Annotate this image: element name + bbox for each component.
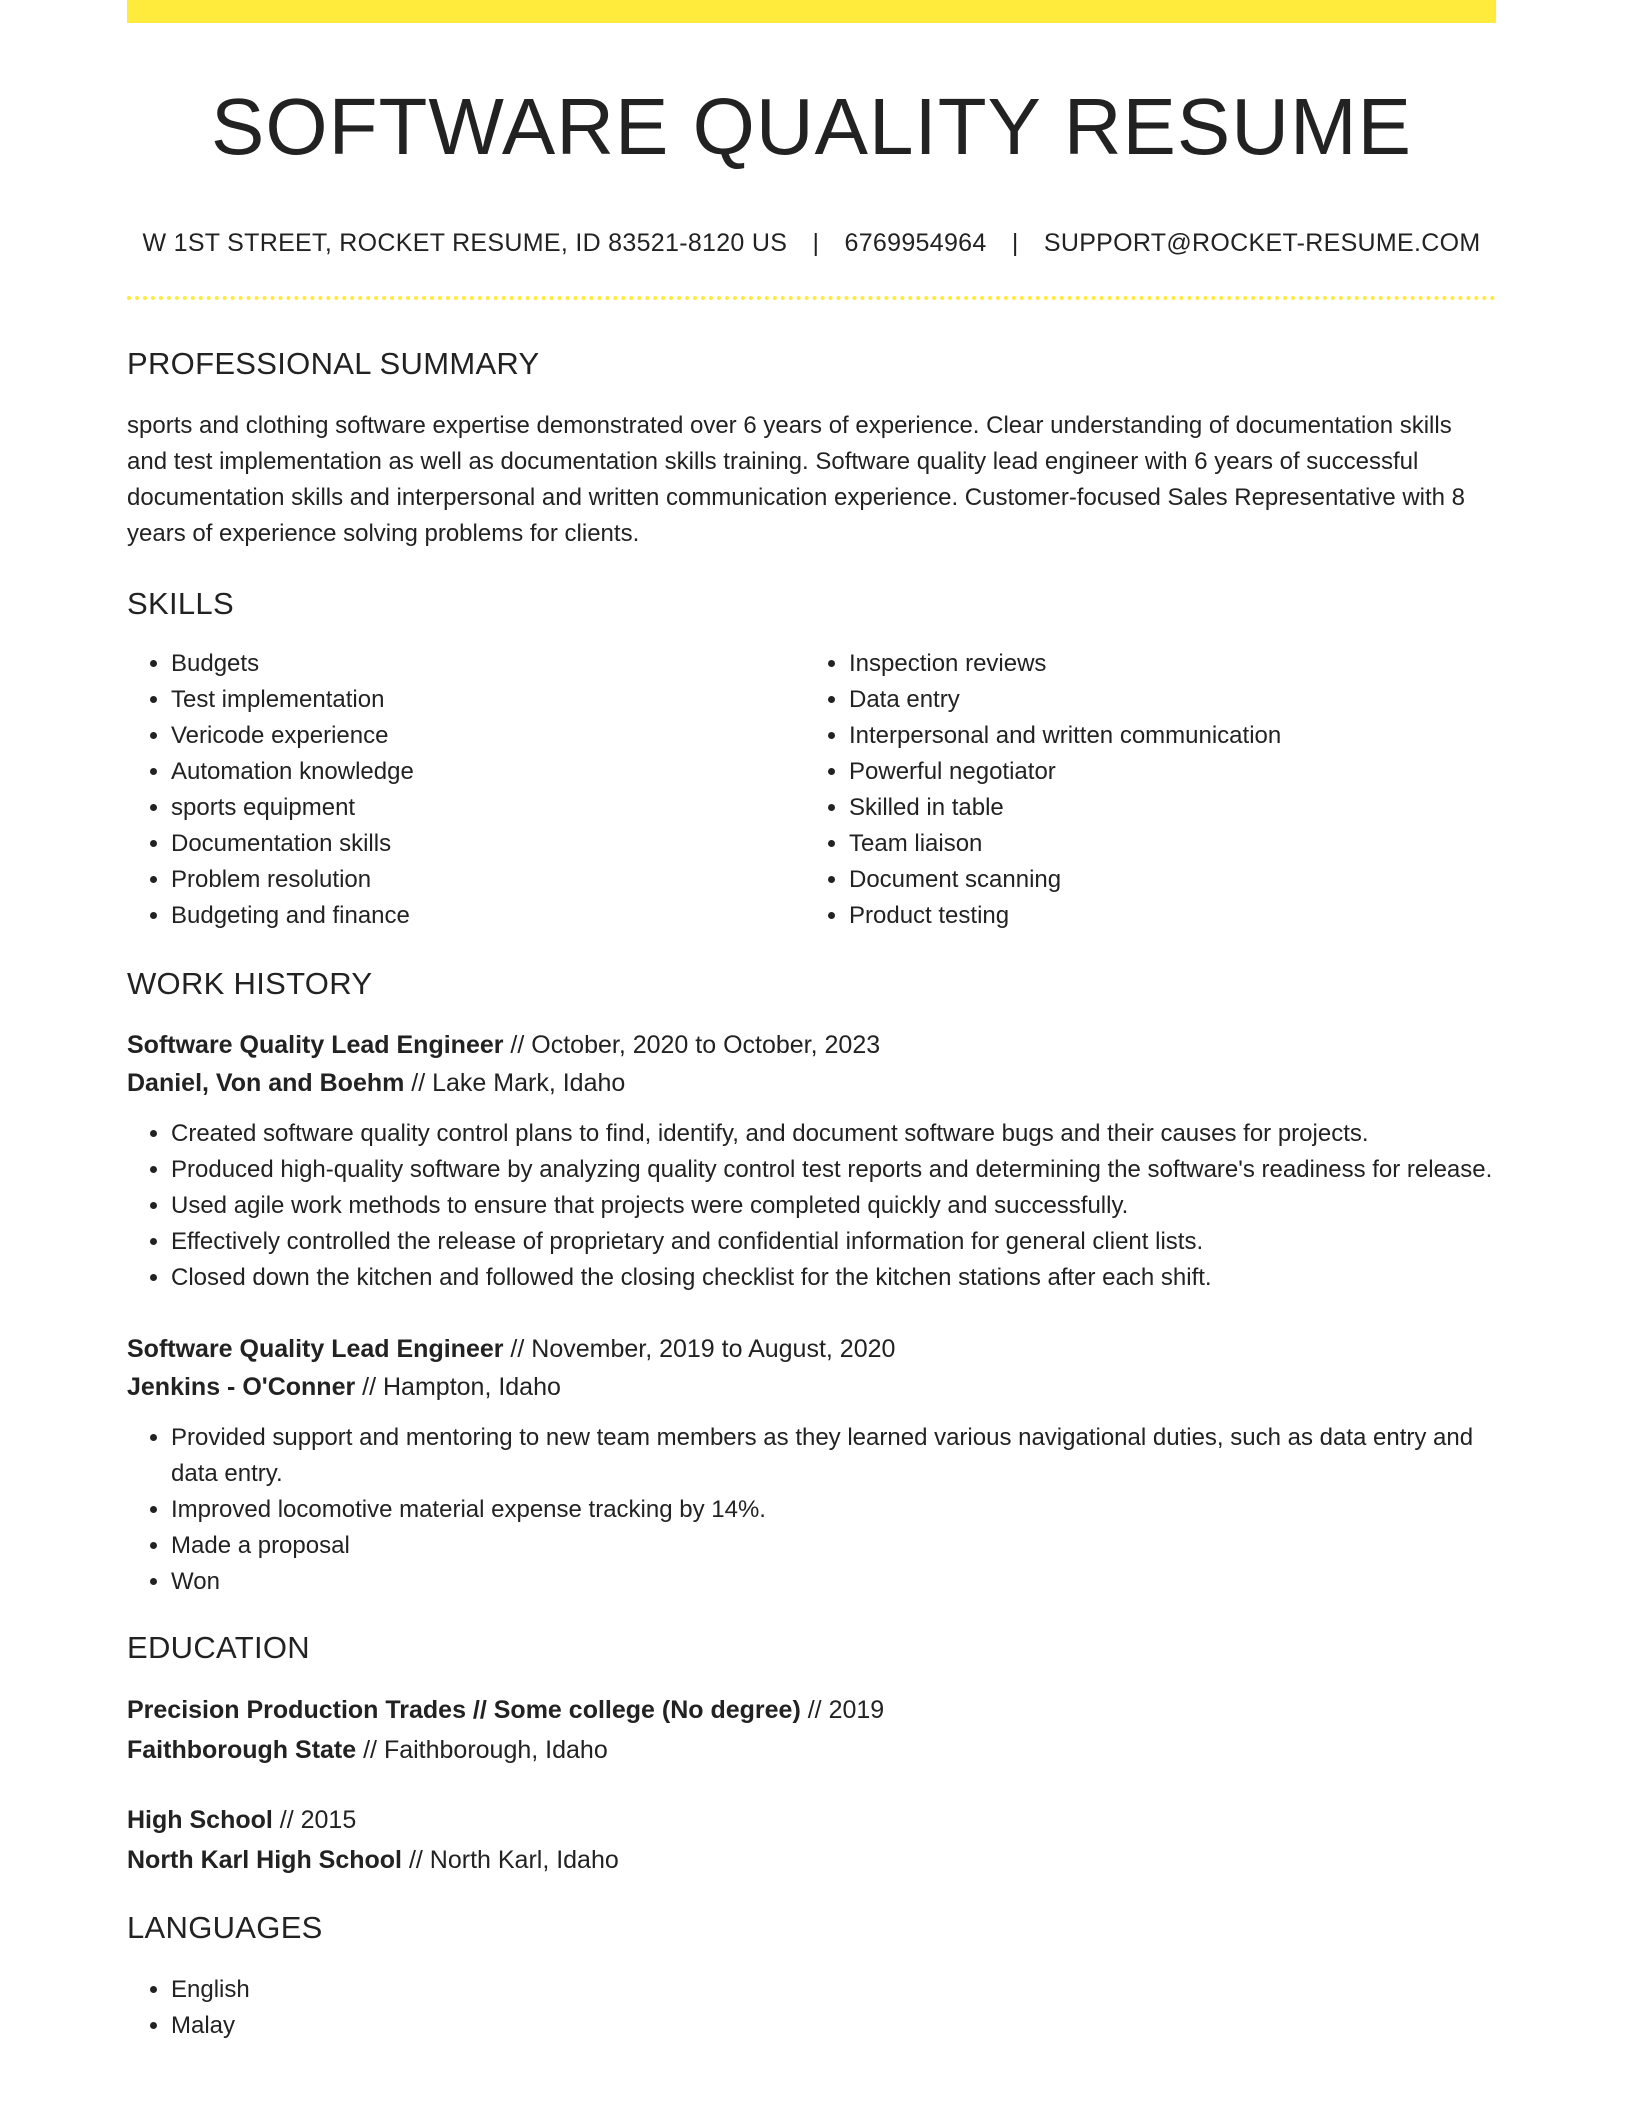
resume-title: SOFTWARE QUALITY RESUME <box>211 82 1412 171</box>
contact-phone: 6769954964 <box>844 229 987 257</box>
skill-item: • Inspection reviews <box>849 646 1479 682</box>
job-bullet: • Made a proposal <box>171 1528 1496 1564</box>
education-entry <box>127 1800 1496 1880</box>
skill-item: • Vericode experience <box>171 718 801 754</box>
work-history-heading: WORK HISTORY <box>127 966 373 1001</box>
job-dates: // November, 2019 to August, 2020 <box>503 1335 896 1363</box>
languages-heading: LANGUAGES <box>127 1910 323 1945</box>
languages-list <box>127 1972 1496 2044</box>
job-company: Daniel, Von and Boehm <box>127 1069 405 1097</box>
skill-item: • Documentation skills <box>171 826 801 862</box>
job-bullet: • Produced high-quality software by analyzing quality control test reports and determining the software's readiness for release. <box>171 1152 1496 1188</box>
job-bullet: • Provided support and mentoring to new team members as they learned various navigational duties, such as data entry and data entry. <box>171 1420 1496 1492</box>
job-title-line <box>127 1330 1496 1368</box>
job-title-line <box>127 1026 1496 1064</box>
job-bullets <box>127 1116 1496 1296</box>
job-bullet: • Closed down the kitchen and followed the closing checklist for the kitchen stations after each shift. <box>171 1260 1496 1296</box>
job-title: Software Quality Lead Engineer <box>127 1335 504 1363</box>
skills-heading: SKILLS <box>127 586 234 621</box>
education-degree-line <box>127 1690 1496 1730</box>
skill-item: • Product testing <box>849 898 1479 934</box>
skills-columns <box>127 646 1496 934</box>
skill-item: • Interpersonal and written communication <box>849 718 1479 754</box>
education-school: North Karl High School <box>127 1846 402 1874</box>
education-location: // North Karl, Idaho <box>402 1846 619 1874</box>
skill-item: • Automation knowledge <box>171 754 801 790</box>
skill-item: • Test implementation <box>171 682 801 718</box>
job-bullet: • Won <box>171 1564 1496 1600</box>
education-school-line <box>127 1840 1496 1880</box>
skill-item: • Document scanning <box>849 862 1479 898</box>
skill-item: • sports equipment <box>171 790 801 826</box>
skill-item: • Powerful negotiator <box>849 754 1479 790</box>
skill-item: • Data entry <box>849 682 1479 718</box>
job-bullets <box>127 1420 1496 1600</box>
job-location: // Hampton, Idaho <box>355 1373 561 1401</box>
skill-item: • Skilled in table <box>849 790 1479 826</box>
resume-page <box>127 0 1496 2044</box>
job-location: // Lake Mark, Idaho <box>404 1069 626 1097</box>
contact-line <box>127 229 1496 258</box>
job-bullet: • Created software quality control plans to find, identify, and document software bugs and their causes for projects. <box>171 1116 1496 1152</box>
job-bullet: • Improved locomotive material expense tracking by 14%. <box>171 1492 1496 1528</box>
job-dates: // October, 2020 to October, 2023 <box>503 1031 881 1059</box>
job-title: Software Quality Lead Engineer <box>127 1031 504 1059</box>
summary-heading: PROFESSIONAL SUMMARY <box>127 346 540 381</box>
education-location: // Faithborough, Idaho <box>356 1736 608 1764</box>
language-item: • English <box>171 1972 1496 2008</box>
skill-item: • Budgeting and finance <box>171 898 801 934</box>
language-item: • Malay <box>171 2008 1496 2044</box>
contact-separator: | <box>812 229 820 257</box>
skills-list-left <box>127 646 801 934</box>
job-company: Jenkins - O'Conner <box>127 1373 356 1401</box>
skill-item: • Budgets <box>171 646 801 682</box>
job-company-line <box>127 1064 1496 1102</box>
job-bullet: • Effectively controlled the release of proprietary and confidential information for general client lists. <box>171 1224 1496 1260</box>
education-degree-line <box>127 1800 1496 1840</box>
education-year: // 2019 <box>800 1696 885 1724</box>
job-company-line <box>127 1368 1496 1406</box>
education-school-line <box>127 1730 1496 1770</box>
job-entry <box>127 1026 1496 1296</box>
dotted-divider <box>127 296 1496 300</box>
skill-item: • Team liaison <box>849 826 1479 862</box>
accent-bar <box>127 0 1496 23</box>
contact-separator: | <box>1011 229 1019 257</box>
summary-text: sports and clothing software expertise demonstrated over 6 years of experience. Clear understanding of documentation skills and test implementation as well as documentation skills training. Software quality lead engineer with 6 years of successful documentation skills and interpersonal and written communication experience. Customer-focused Sales Representative with 8 years of experience solving problems for clients. <box>127 412 1466 547</box>
education-degree: Precision Production Trades // Some college (No degree) <box>127 1696 801 1724</box>
job-entry <box>127 1330 1496 1600</box>
skill-item: • Problem resolution <box>171 862 801 898</box>
job-bullet: • Used agile work methods to ensure that projects were completed quickly and successfully. <box>171 1188 1496 1224</box>
contact-email: SUPPORT@ROCKET-RESUME.COM <box>1043 229 1481 257</box>
education-school: Faithborough State <box>127 1736 357 1764</box>
skills-list-right <box>801 646 1479 934</box>
education-entry <box>127 1690 1496 1770</box>
education-year: // 2015 <box>272 1806 357 1834</box>
contact-address: W 1ST STREET, ROCKET RESUME, ID 83521-8120 US <box>142 229 788 257</box>
education-degree: High School <box>127 1806 273 1834</box>
education-heading: EDUCATION <box>127 1630 310 1665</box>
